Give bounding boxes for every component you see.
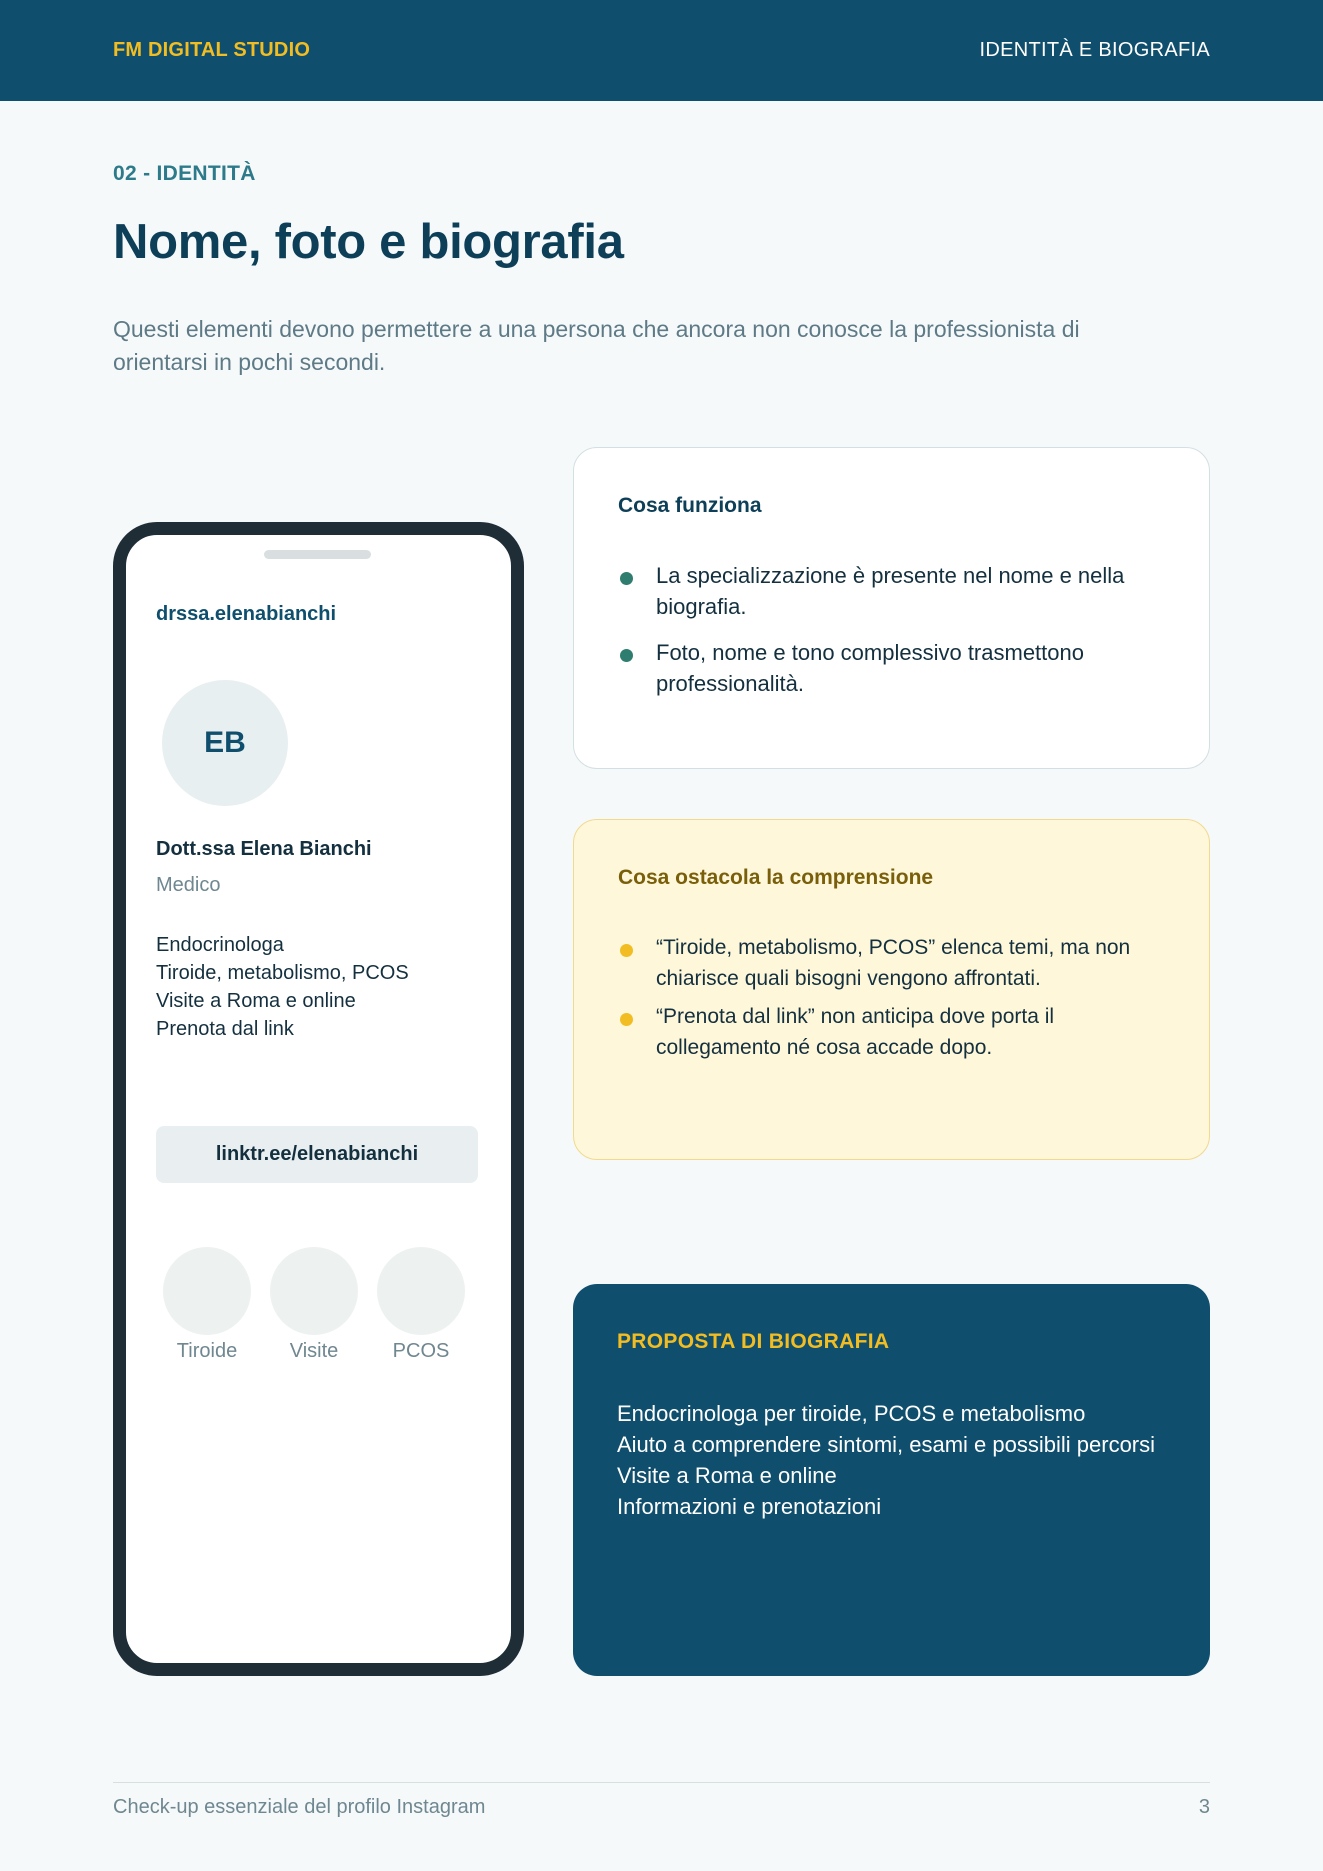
obstacles-card [573,819,1210,1160]
highlight-label: PCOS [392,1340,450,1362]
profile-bio [156,931,409,1043]
bullet-dot-icon [620,1013,633,1026]
obstacles-list [618,932,1165,1063]
brand-name: FM DIGITAL STUDIO [113,39,311,61]
proposal-line: Endocrinologa per tiroide, PCOS e metabolismo [617,1401,1086,1426]
bullet-dot-icon [620,572,633,585]
phone-mockup [113,522,524,1676]
highlight-pcos[interactable] [376,1247,466,1363]
list-item-text: Foto, nome e tono complessivo trasmettono professionalità. [656,640,1084,696]
avatar-initials: EB [204,726,246,759]
avatar [162,680,288,806]
top-bar [0,0,1323,101]
what-works-list [618,560,1165,699]
proposal-line: Aiuto a comprendere sintomi, esami e possibili percorsi [617,1432,1156,1457]
highlight-cover [163,1247,251,1335]
highlight-tiroide[interactable] [162,1247,252,1363]
bullet-dot-icon [620,649,633,662]
highlight-label: Tiroide [176,1340,238,1362]
footer-text: Check-up essenziale del profilo Instagram [113,1796,486,1818]
list-item [618,932,1165,994]
page-title: Nome, foto e biografia [113,215,624,269]
bio-line: Visite a Roma e online [156,990,356,1012]
list-item-text: “Tiroide, metabolismo, PCOS” elenca temi, ma non chiarisce quali bisogni vengono affrontati. [656,936,1131,990]
list-item [618,1001,1165,1063]
proposal-line: Visite a Roma e online [617,1463,837,1488]
bio-line: Tiroide, metabolismo, PCOS [156,962,409,984]
highlight-visite[interactable] [269,1247,359,1363]
what-works-card [573,447,1210,769]
highlight-cover [377,1247,465,1335]
highlight-cover [270,1247,358,1335]
bullet-dot-icon [620,944,633,957]
header-section-title: IDENTITÀ E BIOGRAFIA [979,39,1210,61]
profile-handle: drssa.elenabianchi [156,603,337,625]
what-works-heading: Cosa funziona [618,494,762,517]
intro-text: Questi elementi devono permettere a una persona che ancora non conosce la professionista di orientarsi in pochi secondi. [113,316,1080,375]
profile-name: Dott.ssa Elena Bianchi [156,838,372,860]
list-item-text: “Prenota dal link” non anticipa dove porta il collegamento né cosa accade dopo. [656,1005,1055,1059]
list-item-text: La specializzazione è presente nel nome e nella biografia. [656,563,1125,619]
bio-line: Endocrinologa [156,934,284,956]
phone-notch [264,550,371,559]
bio-proposal-heading: PROPOSTA DI BIOGRAFIA [617,1330,890,1353]
profile-category: Medico [156,874,221,896]
bio-proposal-text [617,1398,1166,1522]
obstacles-heading: Cosa ostacola la comprensione [618,866,934,889]
bio-line: Prenota dal link [156,1018,294,1040]
bio-proposal-card [573,1284,1210,1676]
footer-divider [113,1782,1210,1783]
profile-link-button[interactable]: linktr.ee/elenabianchi [156,1126,478,1183]
proposal-line: Informazioni e prenotazioni [617,1494,882,1519]
highlight-label: Visite [289,1340,339,1362]
list-item [618,560,1165,622]
section-eyebrow: 02 - IDENTITÀ [113,162,256,185]
page-number: 3 [1198,1796,1210,1818]
list-item [618,637,1165,699]
